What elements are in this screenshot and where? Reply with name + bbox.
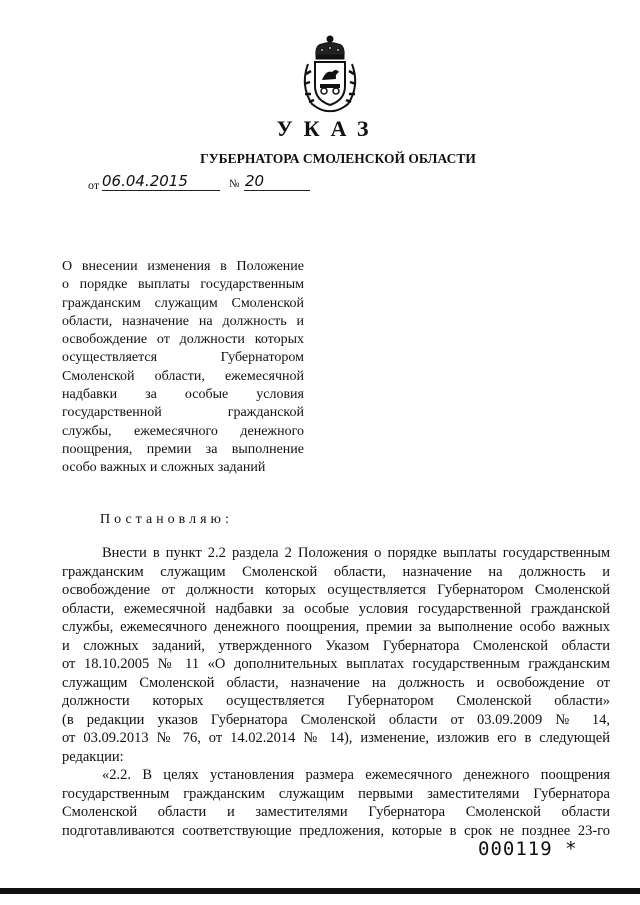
summary-line: о порядке выплаты государственным — [62, 277, 304, 293]
body-line: от 03.09.2013 № 76, от 14.02.2014 № 14), изменение, изложив его в следующей — [62, 730, 610, 746]
body-line: должности которых осуществляется Губернатором Смоленской области» — [62, 693, 610, 709]
decree-summary — [62, 258, 304, 478]
shield-icon — [315, 62, 345, 105]
number-prefix: № — [229, 178, 240, 190]
summary-line: области, назначение на должность и — [62, 313, 304, 329]
summary-line: Смоленской области, ежемесячной — [62, 368, 304, 384]
body-line: Внести в пункт 2.2 раздела 2 Положения о порядке выплаты государственным — [102, 545, 610, 561]
body-line: гражданским служащим Смоленской области, назначение на должность и — [62, 563, 610, 580]
serial-number: 000119 * — [478, 838, 578, 860]
summary-line: поощрения, премии за выполнение — [62, 441, 304, 457]
handwritten-date: 06.04.2015 — [102, 172, 188, 190]
decree-body — [62, 544, 610, 840]
body-line: и сложных заданий, утвержденного Указом Губернатора Смоленской области — [62, 637, 610, 654]
summary-line: государственной гражданской — [62, 405, 304, 421]
body-line: службы, ежемесячного денежного поощрения, премии за выполнение особо важных — [62, 619, 610, 635]
summary-line: гражданским служащим Смоленской — [62, 295, 304, 311]
summary-line: надбавки за особые условия — [62, 387, 304, 403]
body-line: (в редакции указов Губернатора Смоленской области от 03.09.2009 № 14, — [62, 711, 610, 728]
body-line: Смоленской области и заместителями Губернатора Смоленской области — [62, 804, 610, 820]
summary-line: осуществляется Губернатором — [62, 350, 304, 366]
summary-line: особо важных и сложных заданий — [62, 460, 266, 476]
crown-icon — [316, 36, 344, 59]
handwritten-number: 20 — [245, 172, 265, 190]
body-line: «2.2. В целях установления размера ежемесячного денежного поощрения — [102, 767, 610, 783]
body-line: государственным гражданским служащим первыми заместителями Губернатора — [62, 785, 610, 802]
issuer-title: ГУБЕРНАТОРА СМОЛЕНСКОЙ ОБЛАСТИ — [200, 151, 476, 166]
summary-line: службы, ежемесячного денежного — [62, 423, 304, 439]
body-line: подготавливаются соответствующие предложения, которые в срок не позднее 23-го — [62, 822, 610, 839]
scan-edge-bar — [0, 888, 640, 894]
body-line: освобождение от должности которых осуществляется Губернатором Смоленской — [62, 582, 610, 598]
body-line: от 18.10.2005 № 11 «О дополнительных выплатах государственным гражданским — [62, 656, 610, 672]
summary-line: освобождение от должности которых — [62, 332, 304, 348]
body-line: служащим Смоленской области, назначение на должность и освобождение от — [62, 674, 610, 691]
date-prefix: от — [88, 178, 100, 192]
body-line: области, ежемесячной надбавки за особые условия государственной гражданской — [62, 600, 610, 617]
summary-line: О внесении изменения в Положение — [62, 259, 304, 274]
document-title: УКАЗ — [276, 116, 380, 141]
coat-of-arms-emblem — [298, 34, 362, 114]
decree-word: Постановляю: — [100, 512, 233, 527]
body-line: редакции: — [62, 748, 124, 765]
